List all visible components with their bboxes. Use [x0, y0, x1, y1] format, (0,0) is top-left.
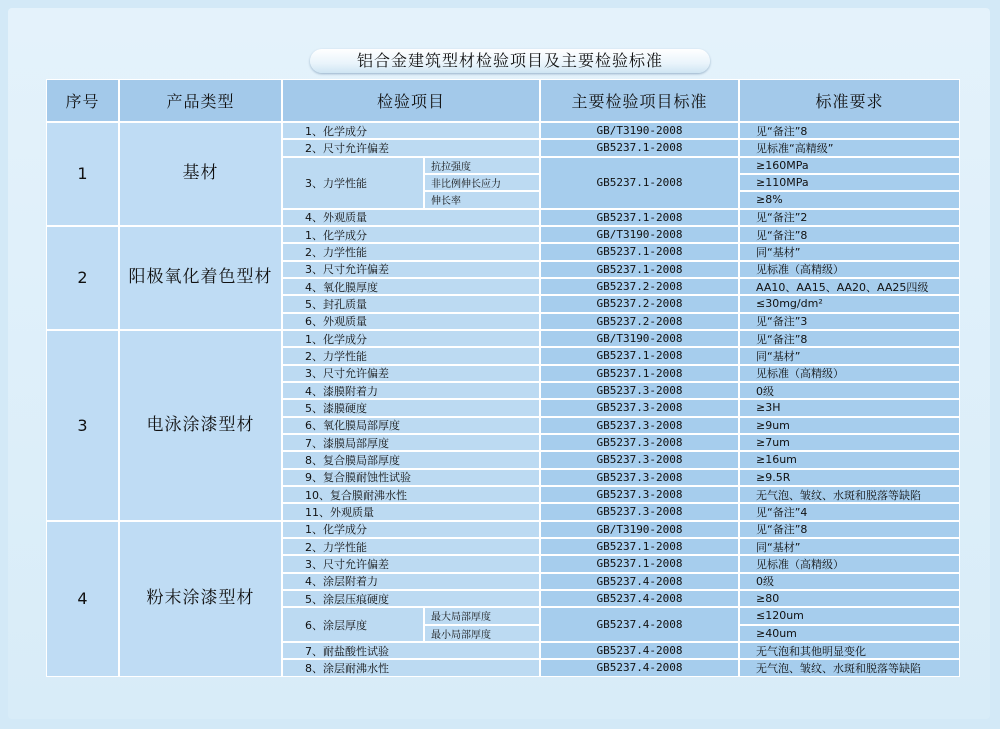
standard-code: GB/T3190-2008 — [540, 226, 739, 243]
requirement: ≤120um — [739, 607, 960, 624]
inspection-item: 3、力学性能 — [282, 157, 424, 209]
requirement: 见“备注”4 — [739, 503, 960, 520]
standard-code: GB5237.4-2008 — [540, 590, 739, 607]
inspection-item: 5、封孔质量 — [282, 295, 540, 312]
standard-code: GB5237.3-2008 — [540, 451, 739, 468]
requirement: 同“基材” — [739, 347, 960, 364]
standard-code: GB5237.3-2008 — [540, 399, 739, 416]
requirement: ≥16um — [739, 451, 960, 468]
standard-code: GB5237.3-2008 — [540, 469, 739, 486]
requirement: 见标准（高精级） — [739, 261, 960, 278]
inspection-item: 2、尺寸允许偏差 — [282, 139, 540, 156]
standard-code: GB5237.1-2008 — [540, 157, 739, 209]
sub-item: 抗拉强度 — [424, 157, 540, 174]
sub-item: 最大局部厚度 — [424, 607, 540, 624]
standard-code: GB5237.3-2008 — [540, 417, 739, 434]
inspection-item: 4、氧化膜厚度 — [282, 278, 540, 295]
requirement: ≥40um — [739, 625, 960, 642]
inspection-item: 7、耐盐酸性试验 — [282, 642, 540, 659]
inspection-item: 2、力学性能 — [282, 538, 540, 555]
inspection-item: 3、尺寸允许偏差 — [282, 365, 540, 382]
standard-code: GB5237.1-2008 — [540, 243, 739, 260]
header-no: 序号 — [46, 79, 119, 122]
requirement: ≥110MPa — [739, 174, 960, 191]
requirement: ≥9.5R — [739, 469, 960, 486]
requirement: ≥7um — [739, 434, 960, 451]
requirement: ≥3H — [739, 399, 960, 416]
requirement: 见标准（高精级） — [739, 555, 960, 572]
group-number: 1 — [46, 122, 119, 226]
standard-code: GB5237.4-2008 — [540, 659, 739, 676]
standard-code: GB/T3190-2008 — [540, 122, 739, 139]
inspection-item: 5、涂层压痕硬度 — [282, 590, 540, 607]
inspection-item: 4、漆膜附着力 — [282, 382, 540, 399]
standard-code: GB5237.1-2008 — [540, 347, 739, 364]
product-type-line-2: 着色型材 — [200, 267, 273, 288]
inspection-item: 4、涂层附着力 — [282, 573, 540, 590]
inspection-item: 1、化学成分 — [282, 226, 540, 243]
inspection-item: 9、复合膜耐蚀性试验 — [282, 469, 540, 486]
requirement: 见“备注”2 — [739, 209, 960, 226]
standard-code: GB5237.4-2008 — [540, 573, 739, 590]
sub-item: 非比例伸长应力 — [424, 174, 540, 191]
inspection-item: 8、涂层耐沸水性 — [282, 659, 540, 676]
inspection-item: 8、复合膜局部厚度 — [282, 451, 540, 468]
requirement: 同“基材” — [739, 243, 960, 260]
group-number: 3 — [46, 330, 119, 521]
standard-code: GB5237.3-2008 — [540, 486, 739, 503]
inspection-item: 5、漆膜硬度 — [282, 399, 540, 416]
standard-code: GB5237.1-2008 — [540, 139, 739, 156]
standard-code: GB/T3190-2008 — [540, 330, 739, 347]
header-standard: 主要检验项目标准 — [540, 79, 739, 122]
inspection-item: 2、力学性能 — [282, 347, 540, 364]
requirement: 见标准（高精级） — [739, 365, 960, 382]
inspection-item: 6、外观质量 — [282, 313, 540, 330]
product-type — [119, 226, 282, 330]
header-requirement: 标准要求 — [739, 79, 960, 122]
group-number: 4 — [46, 521, 119, 677]
requirement: 见“备注”8 — [739, 521, 960, 538]
requirement: 见“备注”8 — [739, 330, 960, 347]
standard-code: GB5237.2-2008 — [540, 295, 739, 312]
standard-code: GB5237.2-2008 — [540, 278, 739, 295]
requirement: ≥80 — [739, 590, 960, 607]
standard-code: GB5237.1-2008 — [540, 209, 739, 226]
requirement: 见“备注”3 — [739, 313, 960, 330]
page-title: 铝合金建筑型材检验项目及主要检验标准 — [310, 49, 710, 73]
requirement: 同“基材” — [739, 538, 960, 555]
inspection-item: 6、涂层厚度 — [282, 607, 424, 642]
standard-code: GB5237.1-2008 — [540, 555, 739, 572]
inspection-item: 4、外观质量 — [282, 209, 540, 226]
standard-code: GB5237.3-2008 — [540, 434, 739, 451]
standard-code: GB5237.4-2008 — [540, 607, 739, 642]
inspection-item: 10、复合膜耐沸水性 — [282, 486, 540, 503]
requirement: AA10、AA15、AA20、AA25四级 — [739, 278, 960, 295]
requirement: 0级 — [739, 573, 960, 590]
inspection-table — [46, 79, 960, 682]
product-type-line-1: 阳极氧化 — [128, 267, 201, 288]
requirement: 0级 — [739, 382, 960, 399]
group-number: 2 — [46, 226, 119, 330]
inspection-item: 3、尺寸允许偏差 — [282, 555, 540, 572]
standard-code: GB5237.1-2008 — [540, 538, 739, 555]
product-type: 电泳涂漆型材 — [119, 330, 282, 521]
header-type: 产品类型 — [119, 79, 282, 122]
standard-code: GB/T3190-2008 — [540, 521, 739, 538]
inspection-item: 2、力学性能 — [282, 243, 540, 260]
requirement: ≥9um — [739, 417, 960, 434]
standard-code: GB5237.4-2008 — [540, 642, 739, 659]
inspection-item: 7、漆膜局部厚度 — [282, 434, 540, 451]
product-type: 粉末涂漆型材 — [119, 521, 282, 677]
requirement: 无气泡、皱纹、水斑和脱落等缺陷 — [739, 659, 960, 676]
requirement: 无气泡、皱纹、水斑和脱落等缺陷 — [739, 486, 960, 503]
standard-code: GB5237.1-2008 — [540, 365, 739, 382]
requirement: ≥160MPa — [739, 157, 960, 174]
inspection-item: 1、化学成分 — [282, 330, 540, 347]
inspection-item: 1、化学成分 — [282, 122, 540, 139]
standard-code: GB5237.3-2008 — [540, 382, 739, 399]
header-item: 检验项目 — [282, 79, 540, 122]
inspection-item: 3、尺寸允许偏差 — [282, 261, 540, 278]
standard-code: GB5237.1-2008 — [540, 261, 739, 278]
sub-item: 伸长率 — [424, 191, 540, 208]
inspection-item: 6、氧化膜局部厚度 — [282, 417, 540, 434]
requirement: 无气泡和其他明显变化 — [739, 642, 960, 659]
inspection-item: 11、外观质量 — [282, 503, 540, 520]
requirement: ≥8% — [739, 191, 960, 208]
requirement: 见“备注”8 — [739, 122, 960, 139]
product-type: 基材 — [119, 122, 282, 226]
requirement: 见“备注”8 — [739, 226, 960, 243]
standard-code: GB5237.2-2008 — [540, 313, 739, 330]
requirement: ≤30mg/dm² — [739, 295, 960, 312]
requirement: 见标准“高精级” — [739, 139, 960, 156]
standard-code: GB5237.3-2008 — [540, 503, 739, 520]
sub-item: 最小局部厚度 — [424, 625, 540, 642]
inspection-item: 1、化学成分 — [282, 521, 540, 538]
